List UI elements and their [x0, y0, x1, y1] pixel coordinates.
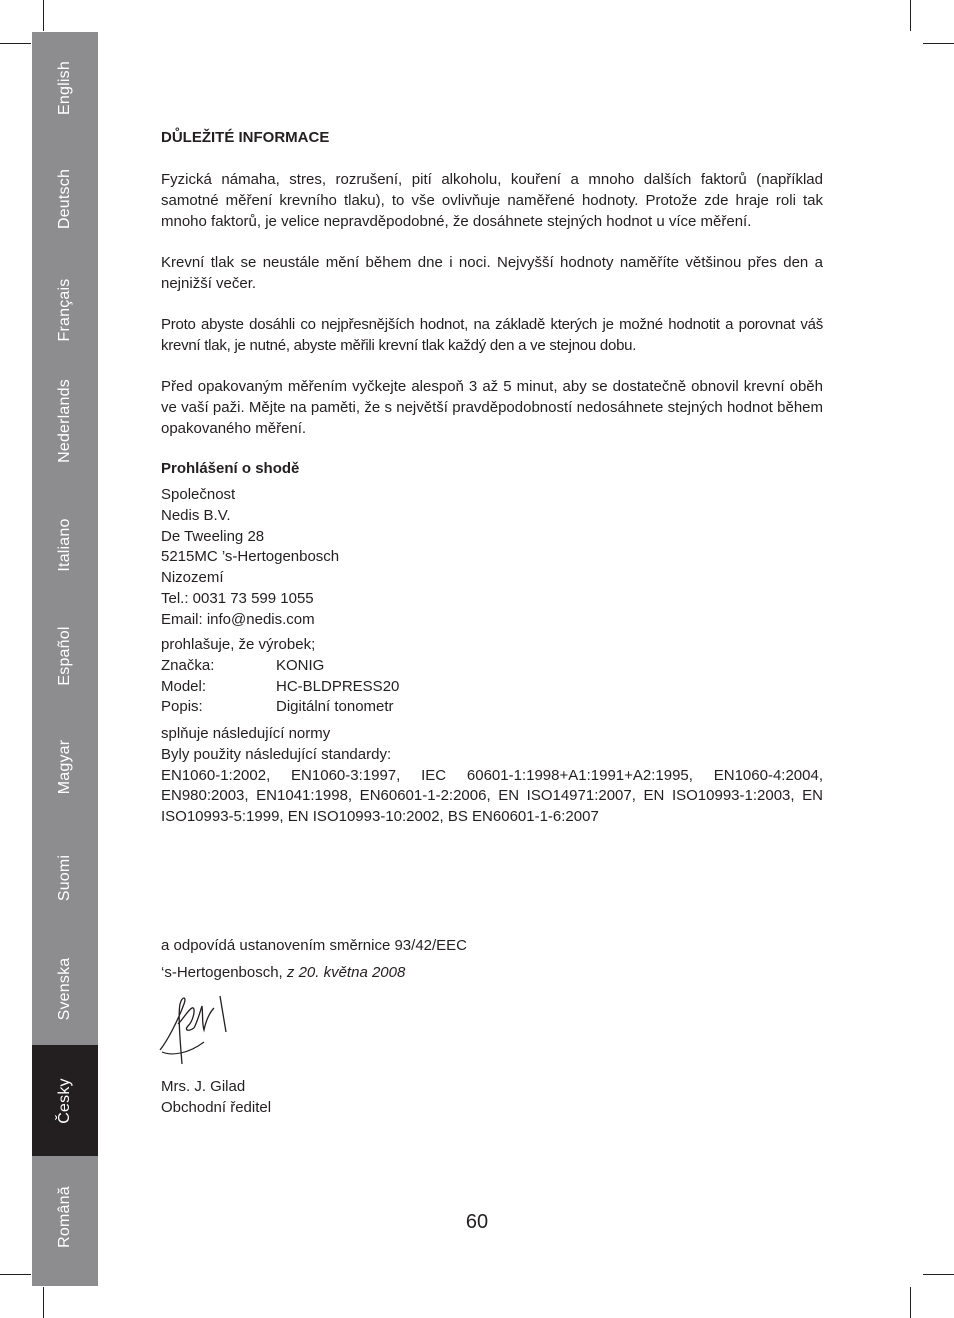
- tab-label: Svenska: [56, 957, 73, 1020]
- company-address: [161, 485, 823, 631]
- address-line: Nizozemí: [161, 569, 224, 587]
- tab-deutsch[interactable]: [32, 143, 98, 254]
- tab-label: Nederlands: [56, 378, 73, 463]
- product-value: HC-BLDPRESS20: [276, 677, 400, 695]
- paragraph: Proto abyste dosáhli co nejpřesnějších hodnot, na základě kterých je možné hodnotit a porovnat váš krevní tlak, je nutné, abyste měřili krevní tlak každý den a ve stejnou dobu.: [161, 316, 823, 354]
- tab-cesky[interactable]: [32, 1045, 98, 1156]
- tab-italiano[interactable]: [32, 489, 98, 600]
- crop-mark: [0, 1274, 31, 1275]
- product-row: [161, 697, 823, 718]
- place-date: [161, 963, 823, 984]
- tab-label: Română: [56, 1185, 73, 1248]
- product-row: [161, 656, 823, 677]
- tab-label: Français: [56, 278, 73, 341]
- product-value: KONIG: [276, 656, 325, 674]
- product-details: [161, 635, 823, 718]
- place-text: ‘s-Hertogenbosch,: [161, 964, 287, 981]
- tab-label: Česky: [56, 1077, 73, 1124]
- tab-svenska[interactable]: [32, 933, 98, 1044]
- tab-label: Español: [56, 625, 73, 686]
- product-key: Značka:: [161, 656, 215, 674]
- crop-mark: [923, 1274, 954, 1275]
- tab-magyar[interactable]: [32, 711, 98, 822]
- paragraph: Před opakovaným měřením vyčkejte alespoň 3 až 5 minut, aby se dostatečně obnovil krevní oběh ve vaší paži. Mějte na paměti, že s největší pravděpodobností nedosáhnete stejných hodnot během opakovaného měření.: [161, 378, 823, 437]
- signer-name: Mrs. J. Gilad: [161, 1078, 246, 1095]
- signature-image: [158, 990, 234, 1068]
- address-line: Email: info@nedis.com: [161, 610, 315, 628]
- tab-label: Italiano: [56, 517, 73, 572]
- tab-label: Magyar: [56, 739, 73, 794]
- complies-text: splňuje následující normy: [161, 725, 331, 742]
- declaration-heading: Prohlášení o shodě: [161, 460, 300, 477]
- section-heading: DŮLEŽITÉ INFORMACE: [161, 129, 330, 146]
- tab-english[interactable]: [32, 32, 98, 143]
- product-value: Digitální tonometr: [276, 698, 394, 716]
- address-line: Společnost: [161, 486, 236, 503]
- tab-suomi[interactable]: [32, 822, 98, 933]
- standards-block: [161, 724, 823, 828]
- tab-espanol[interactable]: [32, 600, 98, 711]
- tab-label: Deutsch: [56, 168, 73, 229]
- crop-mark: [43, 1287, 44, 1318]
- address-line: Tel.: 0031 73 599 1055: [161, 589, 314, 607]
- declares-text: prohlašuje, že výrobek;: [161, 636, 316, 653]
- language-sidebar: [32, 32, 98, 1286]
- product-key: Model:: [161, 677, 207, 695]
- paragraph: Krevní tlak se neustále mění během dne i noci. Nejvyšší hodnoty naměříte většinou přes den a nejnižší večer.: [161, 254, 823, 292]
- address-line: De Tweeling 28: [161, 527, 265, 545]
- signer-title: Obchodní ředitel: [161, 1098, 272, 1116]
- tab-label: Suomi: [56, 854, 73, 901]
- crop-mark: [43, 0, 44, 31]
- crop-mark: [0, 43, 31, 44]
- standards-intro: Byly použity následující standardy:: [161, 745, 392, 763]
- address-line: Nedis B.V.: [161, 506, 231, 524]
- tab-nederlands[interactable]: [32, 365, 98, 476]
- crop-mark: [923, 43, 954, 44]
- date-text: z 20. května 2008: [286, 964, 406, 981]
- tab-label: English: [56, 60, 73, 115]
- crop-mark: [910, 0, 911, 31]
- signer: [161, 1077, 823, 1119]
- page-number: 60: [465, 1211, 489, 1233]
- tab-francais[interactable]: [32, 254, 98, 365]
- crop-mark: [910, 1287, 911, 1318]
- directive-text: a odpovídá ustanovením směrnice 93/42/EEC: [161, 937, 468, 954]
- product-key: Popis:: [161, 698, 203, 716]
- standards-list: EN1060-1:2002, EN1060-3:1997, IEC 60601-1:1998+A1:1991+A2:1995, EN1060-4:2004, EN980:2003, EN1041:1998, EN60601-1-2:2006, EN ISO14971:2007, EN ISO10993-1:2003, EN ISO10993-5:1999, EN ISO10993-10:2002, BS EN60601-1-6:2007: [161, 766, 823, 826]
- address-line: 5215MC ’s-Hertogenbosch: [161, 548, 340, 566]
- paragraph: Fyzická námaha, stres, rozrušení, pití alkoholu, kouření a mnoho dalších faktorů (například samotné měření krevního tlaku), to vše ovlivňuje naměřené hodnoty. Protože zde hraje roli tak mnoho faktorů, je velice nepravděpodobné, že dosáhnete stejných hodnot u více měření.: [161, 171, 823, 230]
- product-row: [161, 677, 823, 698]
